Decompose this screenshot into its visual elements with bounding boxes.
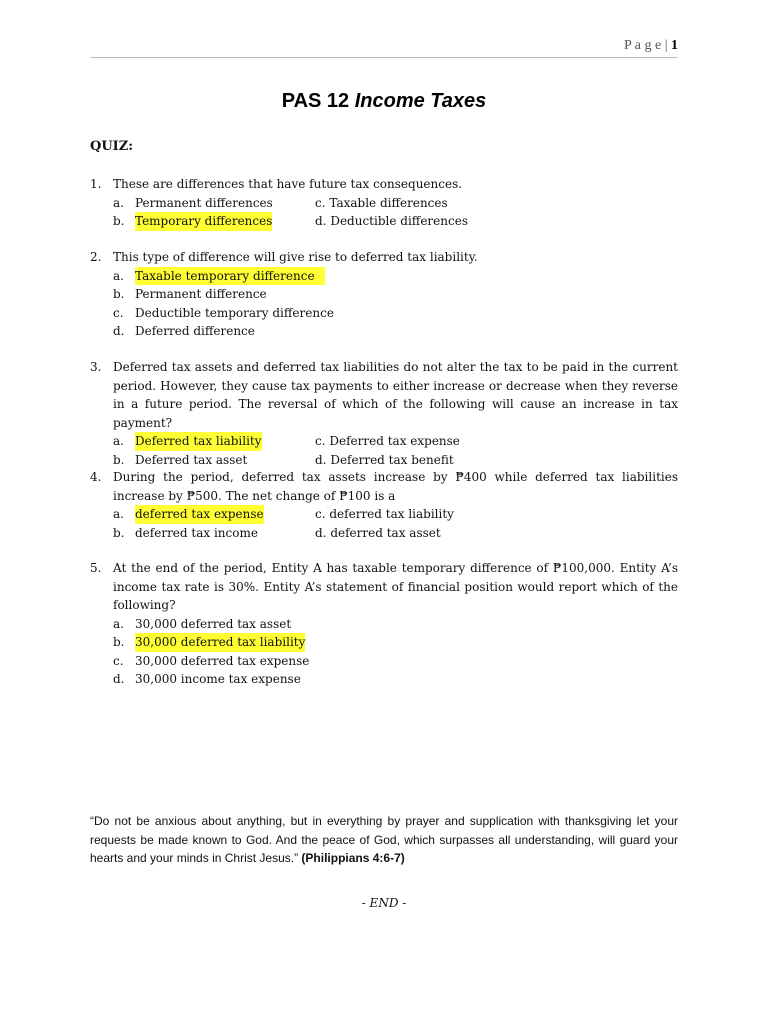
question-text: At the end of the period, Entity A has taxable temporary difference of ₱100,000. Entity A’s income tax rate is 30%. Entity A’s statement of financial position would report which of the following?	[113, 561, 678, 612]
option-text-highlighted: Temporary differences	[135, 212, 272, 231]
option-text: Deferred difference	[135, 324, 255, 338]
options-list	[113, 194, 678, 231]
option-text: deferred tax income	[135, 525, 258, 540]
question-number: 3.	[90, 360, 102, 374]
title-italic: Income Taxes	[354, 90, 487, 112]
quote-reference: (Philippians 4:6-7)	[301, 851, 405, 865]
option-row	[113, 285, 678, 304]
question-5	[90, 559, 678, 689]
option-text-2: d. deferred tax asset	[315, 525, 441, 540]
option-text: Permanent differences	[135, 195, 273, 210]
option-letter: a.	[113, 507, 124, 521]
option-text: 30,000 deferred tax asset	[135, 616, 292, 631]
question-text: During the period, deferred tax assets increase by ₱400 while deferred tax liabilities increase by ₱500. The net change of ₱100 is a	[113, 470, 678, 503]
option-row	[113, 322, 678, 341]
option-letter: b.	[113, 635, 125, 649]
option-text: Deferred tax asset	[135, 452, 248, 467]
option-text: 30,000 income tax expense	[135, 672, 301, 686]
option-row	[113, 212, 678, 231]
end-marker: - END -	[361, 896, 407, 910]
option-text-2: d. Deferred tax benefit	[315, 452, 454, 467]
option-letter: a.	[113, 434, 124, 448]
title-main: PAS 12	[281, 90, 355, 112]
option-letter: a.	[113, 195, 124, 210]
question-1	[90, 175, 678, 231]
question-number: 4.	[90, 470, 102, 484]
option-row	[113, 633, 678, 652]
option-text-highlighted: 30,000 deferred tax liability	[135, 633, 305, 652]
option-letter: b.	[113, 287, 125, 301]
option-letter: a.	[113, 616, 124, 631]
bible-quote	[90, 812, 678, 868]
option-row	[113, 451, 678, 470]
option-row	[113, 615, 678, 634]
option-text: 30,000 deferred tax expense	[135, 653, 310, 668]
question-text: This type of difference will give rise to deferred tax liability.	[113, 250, 478, 264]
option-row	[113, 194, 678, 213]
question-number: 5.	[90, 561, 102, 575]
option-text-2: d. Deductible differences	[315, 214, 468, 228]
question-number: 1.	[90, 177, 102, 191]
header-rule	[90, 57, 678, 58]
option-row	[113, 267, 678, 286]
option-row	[113, 652, 678, 671]
question-2	[90, 248, 678, 341]
option-letter: c.	[113, 653, 124, 668]
option-letter: a.	[113, 268, 124, 283]
option-row	[113, 524, 678, 543]
option-row	[113, 670, 678, 689]
option-row	[113, 505, 678, 524]
page-header	[624, 38, 678, 54]
option-row	[113, 304, 678, 323]
options-list	[113, 267, 678, 341]
option-text-2: c. Taxable differences	[315, 195, 448, 210]
option-letter: d.	[113, 324, 125, 338]
option-text-2: c. deferred tax liability	[315, 507, 454, 521]
quote-text: “Do not be anxious about anything, but in everything by prayer and supplication with thanksgiving let your requests be made known to God. And the peace of God, which surpasses all understanding, will guard your hearts and your minds in Christ Jesus.”	[90, 814, 678, 865]
option-text-highlighted: Deferred tax liability	[135, 432, 262, 451]
option-text-highlighted: deferred tax expense	[135, 505, 264, 524]
option-row	[113, 432, 678, 451]
option-letter: d.	[113, 672, 125, 686]
document-title	[0, 90, 768, 113]
option-text-highlighted: Taxable temporary difference	[135, 267, 325, 286]
options-list	[113, 505, 678, 542]
option-letter: c.	[113, 305, 124, 320]
quiz-label: QUIZ:	[90, 139, 134, 154]
page-word: P a g e	[623, 38, 662, 53]
option-letter: b.	[113, 525, 125, 540]
question-4	[90, 468, 678, 542]
option-letter: b.	[113, 214, 125, 228]
page-number: 1	[671, 38, 678, 53]
question-3	[90, 358, 678, 469]
question-text: Deferred tax assets and deferred tax liabilities do not alter the tax to be paid in the current period. However, they cause tax payments to either increase or decrease when they reverse in a future period. The reversal of which of the following will cause an increase in tax payment?	[113, 360, 678, 430]
option-text-2: c. Deferred tax expense	[315, 434, 460, 448]
options-list	[113, 432, 678, 469]
option-text: Deductible temporary difference	[135, 305, 334, 320]
option-text: Permanent difference	[135, 287, 267, 301]
page-separator: |	[661, 38, 671, 53]
option-letter: b.	[113, 452, 125, 467]
question-number: 2.	[90, 250, 102, 264]
question-text: These are differences that have future tax consequences.	[113, 177, 463, 191]
options-list	[113, 615, 678, 689]
